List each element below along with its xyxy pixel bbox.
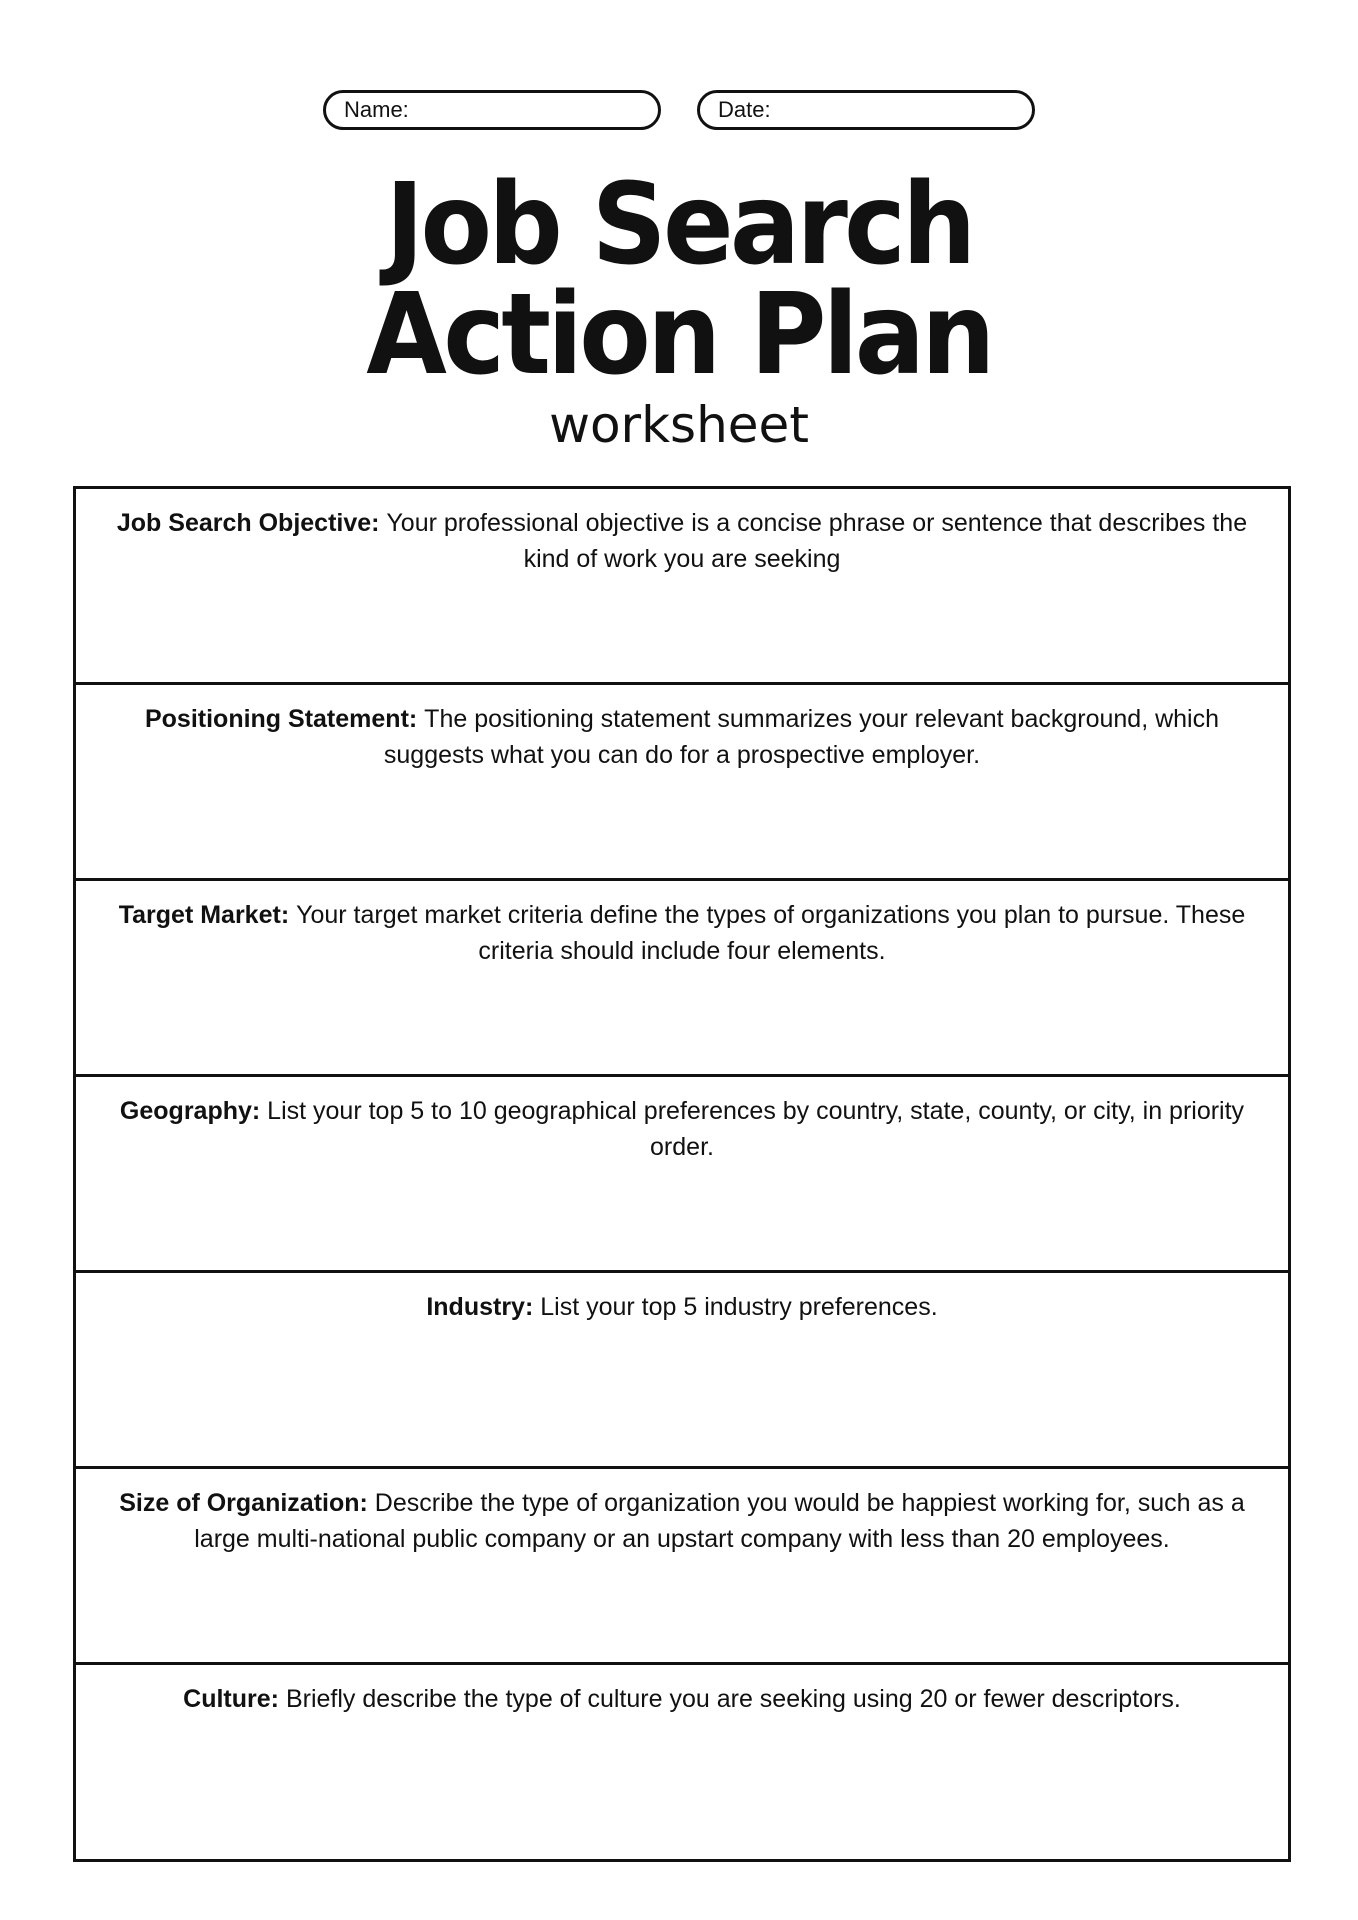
section-label: Culture: bbox=[183, 1685, 286, 1713]
section-positioning-statement bbox=[76, 685, 1288, 881]
name-input-area[interactable] bbox=[417, 93, 658, 127]
answer-area[interactable] bbox=[76, 778, 1288, 878]
section-description: The positioning statement summarizes your relevant background, which suggests what you can do for a prospective employer. bbox=[383, 705, 1220, 769]
section-industry bbox=[76, 1273, 1288, 1469]
answer-area[interactable] bbox=[76, 1562, 1288, 1662]
section-geography bbox=[76, 1077, 1288, 1273]
date-input-area[interactable] bbox=[779, 93, 1032, 127]
date-field[interactable] bbox=[697, 90, 1035, 130]
worksheet-table bbox=[73, 486, 1291, 1862]
answer-area[interactable] bbox=[76, 974, 1288, 1074]
section-target-market bbox=[76, 881, 1288, 1077]
section-culture bbox=[76, 1665, 1288, 1861]
section-description: Your professional objective is a concise phrase or sentence that describes the kind of work you are seeking bbox=[386, 509, 1248, 573]
answer-area[interactable] bbox=[76, 1170, 1288, 1270]
name-label: Name: bbox=[344, 97, 409, 122]
answer-area[interactable] bbox=[76, 582, 1288, 682]
section-label: Size of Organization: bbox=[119, 1489, 375, 1517]
section-label: Geography: bbox=[119, 1097, 268, 1125]
page-title-line-1: Job Search bbox=[385, 160, 973, 290]
section-description: Briefly describe the type of culture you are seeking using 20 or fewer descriptors. bbox=[285, 1685, 1181, 1713]
answer-area[interactable] bbox=[76, 1761, 1288, 1861]
section-label: Positioning Statement: bbox=[144, 705, 425, 733]
section-description: Your target market criteria define the types of organizations you plan to pursue. These criteria should include four elements. bbox=[296, 901, 1246, 965]
section-description: Describe the type of organization you would be happiest working for, such as a large multi-national public company or an upstart company with less than 20 employees. bbox=[194, 1489, 1245, 1553]
page-subtitle: worksheet bbox=[549, 396, 809, 454]
section-size-of-organization bbox=[76, 1469, 1288, 1665]
section-label: Target Market: bbox=[118, 901, 297, 929]
date-label: Date: bbox=[718, 97, 771, 122]
section-label: Industry: bbox=[426, 1293, 541, 1321]
section-description: List your top 5 to 10 geographical preferences by country, state, county, or city, in priority order. bbox=[267, 1097, 1245, 1161]
section-job-search-objective bbox=[76, 489, 1288, 685]
page-title-line-2: Action Plan bbox=[366, 270, 992, 400]
name-field[interactable] bbox=[323, 90, 661, 130]
section-description: List your top 5 industry preferences. bbox=[540, 1293, 938, 1321]
section-label: Job Search Objective: bbox=[116, 509, 387, 537]
answer-area[interactable] bbox=[76, 1366, 1288, 1466]
